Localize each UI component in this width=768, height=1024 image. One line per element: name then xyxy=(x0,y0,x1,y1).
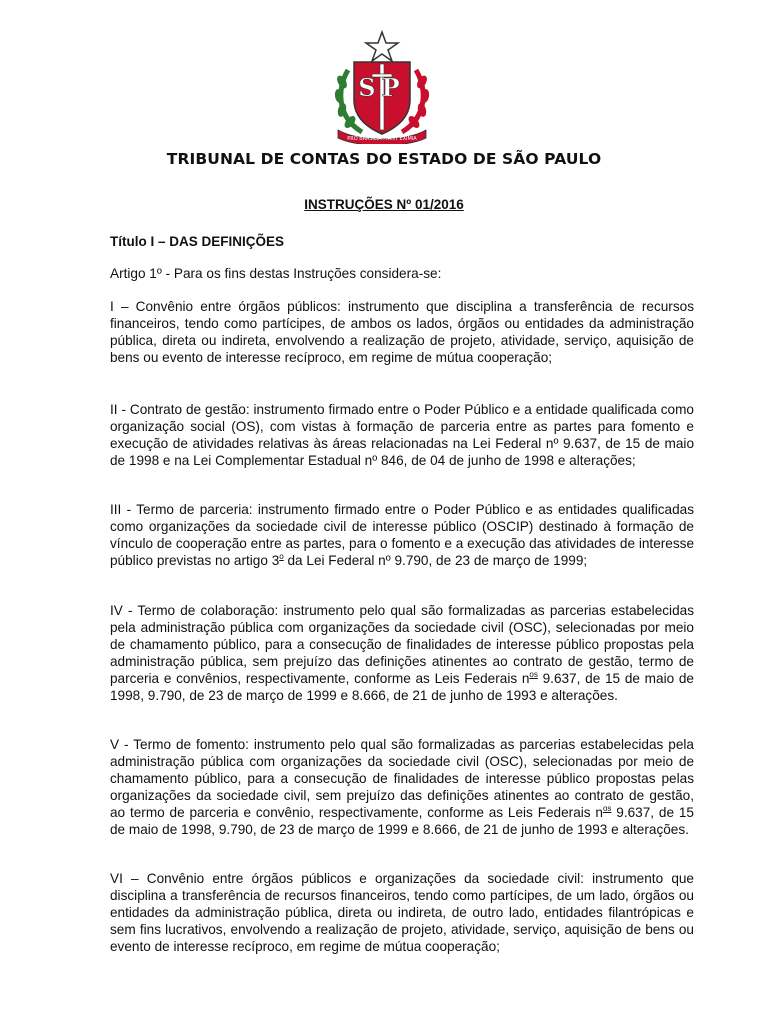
paragraph-text: III - Termo de parceria: instrumento firmado entre o Poder Público e as entidades qualificadas como organizações da sociedade civil de interesse público (OSCIP) destinado à formação de vínculo de cooperação entre as partes, para o fomento e a execução das atividades de interesse público previstas no artigo 3 xyxy=(110,502,694,568)
ordinal-superscript: os xyxy=(529,670,538,679)
section-heading: Título I – DAS DEFINIÇÕES xyxy=(110,234,285,249)
definition-paragraph-iii xyxy=(110,501,694,569)
document-subtitle: INSTRUÇÕES Nº 01/2016 xyxy=(304,197,464,212)
paragraph-text: IV - Termo de colaboração: instrumento pelo qual são formalizadas as parcerias estabelecidas pela administração pública com organizações da sociedade civil (OSC), selecionadas por meio de chamamento público, para a consecução de finalidades de interesse público propostas pela administração pública, sem prejuízo das definições atinentes ao contrato de gestão, termo de parceria e convênios, respectivamente, conforme as Leis Federais n xyxy=(110,603,694,686)
ordinal-superscript: o xyxy=(279,552,284,561)
paragraph-text: V - Termo de fomento: instrumento pelo qual são formalizadas as parcerias estabelecidas pela administração pública com organizações da sociedade civil (OSC), selecionadas por meio de chamamento público, para a consecução de finalidades de interesse público propostas pelas organizações da sociedade civil, sem prejuízo das definições atinentes ao contrato de gestão, ao termo de parceria e convênio, respectivamente, conforme as Leis Federais n xyxy=(110,737,694,820)
definition-paragraph-vi: VI – Convênio entre órgãos públicos e organizações da sociedade civil: instrumento que disciplina a transferência de recursos financeiros, tendo como partícipes, de um lado, órgãos ou entidades da administração pública, direta ou indireta, de outro lado, entidades filantrópicas e sem fins lucrativos, envolvendo a realização de projeto, atividade, serviço, aquisição de bens ou evento de interesse recíproco, em regime de mútua cooperação; xyxy=(110,871,694,954)
article-intro-paragraph: Artigo 1º - Para os fins destas Instruções considera-se: xyxy=(110,266,442,281)
sao-paulo-coat-of-arms-icon xyxy=(328,30,436,144)
definition-paragraph-v xyxy=(110,736,694,838)
definition-paragraph-i: I – Convênio entre órgãos públicos: instrumento que disciplina a transferência de recursos financeiros, tendo como partícipes, de ambos os lados, órgãos ou entidades da administração pública, direta ou indireta, envolvendo a realização de projeto, atividade, serviço, aquisição de bens ou evento de interesse recíproco, em regime de mútua cooperação; xyxy=(110,299,694,365)
seal-star xyxy=(366,32,398,61)
paragraph-text: da Lei Federal nº 9.790, de 23 de março de 1999; xyxy=(283,553,588,568)
page-title: TRIBUNAL DE CONTAS DO ESTADO DE SÃO PAULO xyxy=(166,150,602,168)
paragraph-text: 9.637, de 15 de maio de 1998, 9.790, de 23 de março de 1999 e 8.666, de 21 de junho de 1993 e alterações. xyxy=(110,671,694,703)
paragraph-text: 9.637, de 15 de maio de 1998, 9.790, de 23 de março de 1999 e 8.666, de 21 de junho de 1993 e alterações. xyxy=(110,805,694,837)
seal-motto: PRO BRASILIA FIANT EXIMIA xyxy=(347,136,417,142)
seal-letters: SP xyxy=(358,73,406,102)
definition-paragraph-ii: II - Contrato de gestão: instrumento firmado entre o Poder Público e a entidade qualificada como organização social (OS), com vistas à formação de parceria entre as partes para fomento e execução de atividades relativas às áreas relacionadas na Lei Federal nº 9.637, de 15 de maio de 1998 e na Lei Complementar Estadual nº 846, de 04 de junho de 1998 e alterações; xyxy=(110,402,694,468)
definition-paragraph-iv xyxy=(110,602,694,704)
ordinal-superscript: os xyxy=(602,804,612,813)
